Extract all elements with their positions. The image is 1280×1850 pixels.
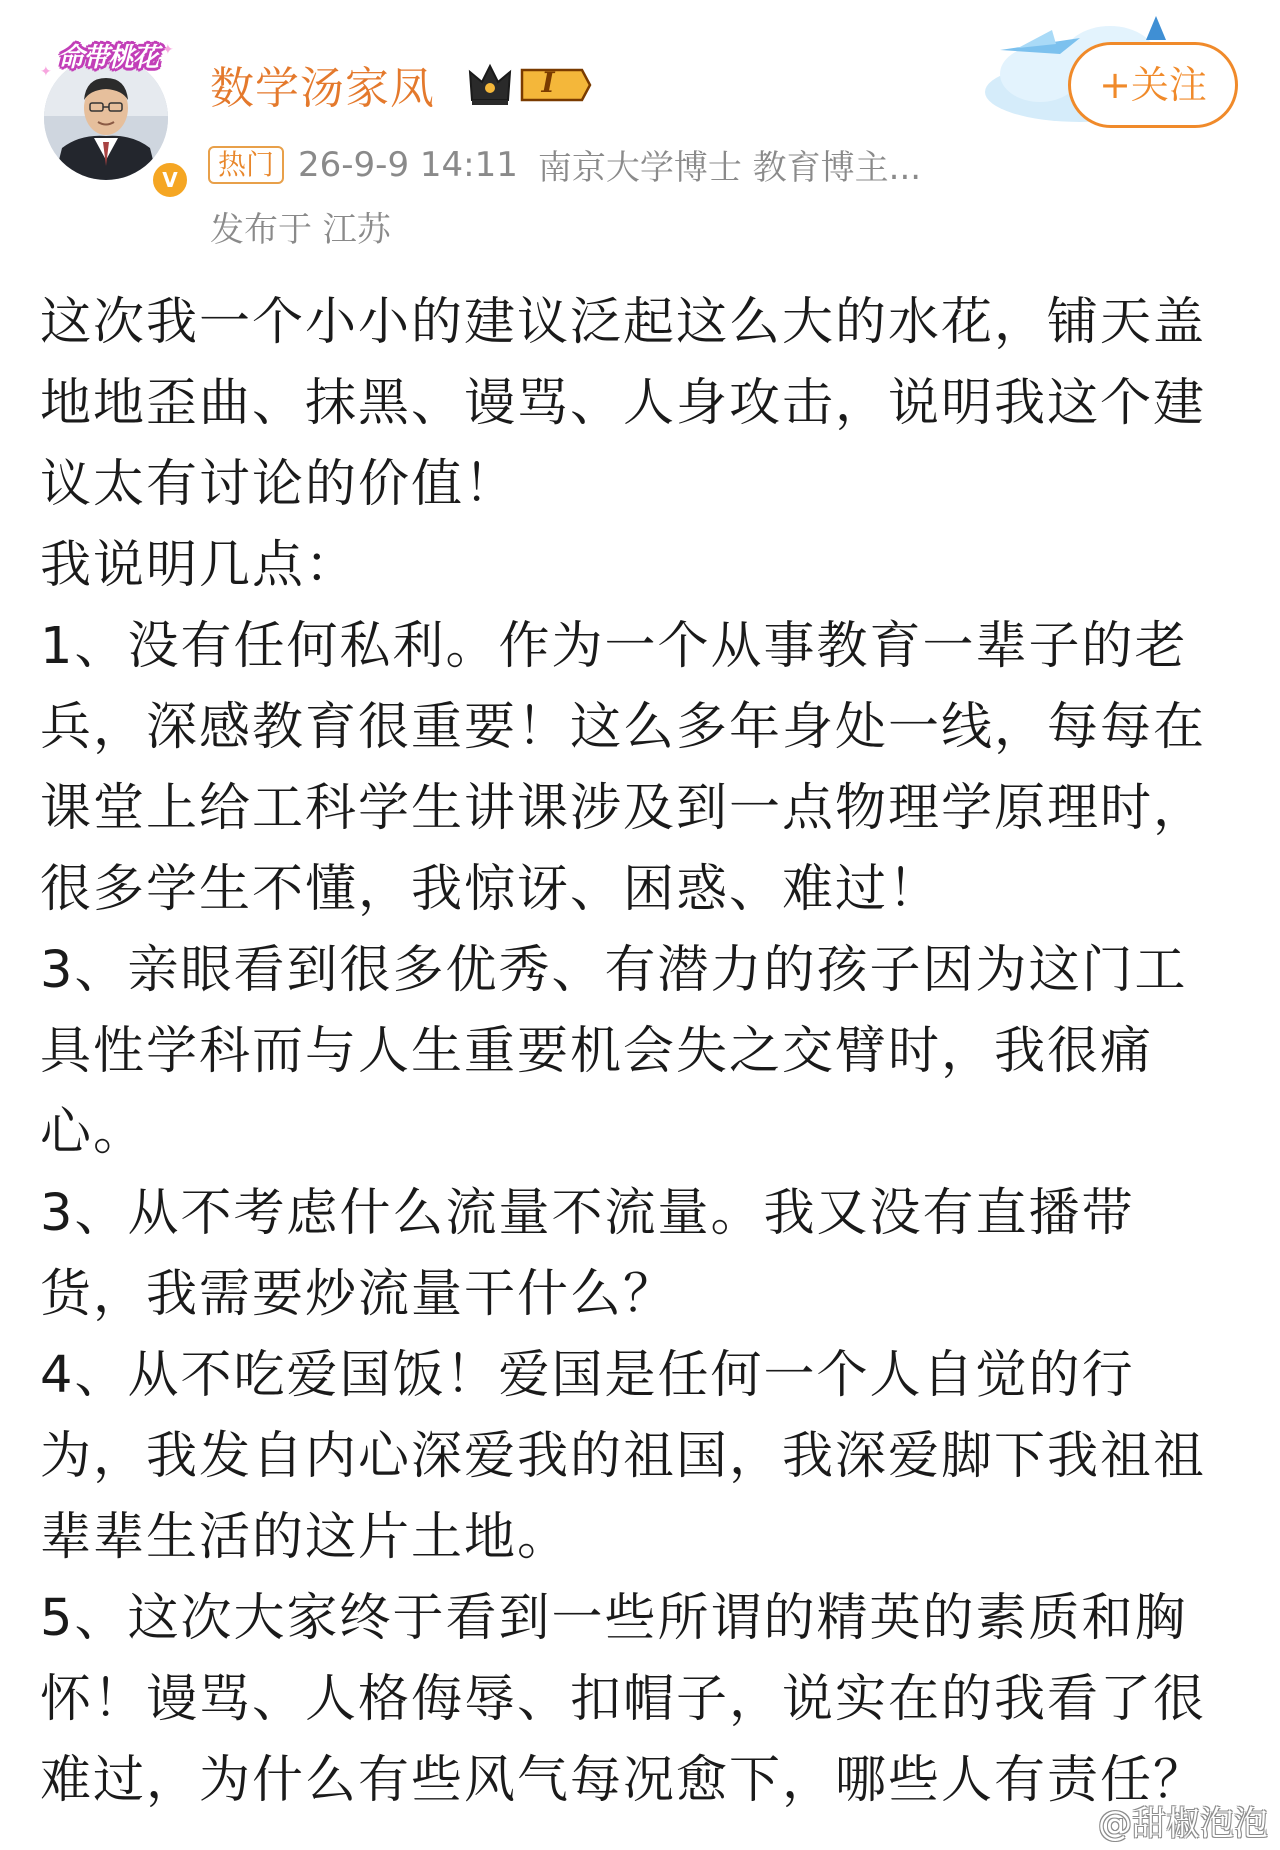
post-paragraph: 我说明几点： <box>40 536 359 595</box>
post-paragraph: 5、这次大家终于看到一些所谓的精英的素质和胸怀！谩骂、人格侮辱、扣帽子，说实在的我看了很难过，为什么有些风气每况愈下，哪些人有责任？ <box>40 1589 1207 1810</box>
follow-button[interactable]: +关注 <box>1068 42 1238 128</box>
post-paragraph: 1、没有任何私利。作为一个从事教育一辈子的老兵，深感教育很重要！这么多年身处一线，每每在课堂上给工科学生讲课涉及到一点物理学原理时，很多学生不懂，我惊讶、困惑、难过！ <box>40 617 1207 919</box>
post-timestamp: 26-9-9 14:11 <box>298 144 518 185</box>
post-meta <box>208 140 941 188</box>
post-paragraph: 3、亲眼看到很多优秀、有潜力的孩子因为这门工具性学科而与人生重要机会失之交臂时，我很痛心。 <box>40 941 1188 1162</box>
watermark: @甜椒泡泡 <box>1098 1804 1268 1844</box>
avatar-container[interactable] <box>38 36 178 192</box>
author-bio: 南京大学博士 教育博主... <box>537 148 922 188</box>
sparkle-icon: ✦ <box>162 42 174 58</box>
post-header <box>0 0 1280 260</box>
post-paragraph: 4、从不吃爱国饭！爱国是任何一个人自觉的行为，我发自内心深爱我的祖国，我深爱脚下我祖祖辈辈生活的这片土地。 <box>40 1346 1207 1567</box>
post-location: 发布于 江苏 <box>210 210 391 250</box>
hot-badge: 热门 <box>208 146 284 184</box>
sparkle-icon: ✦ <box>40 64 52 80</box>
post-paragraph: 这次我一个小小的建议泛起这么大的水花，铺天盖地地歪曲、抹黑、谩骂、人身攻击，说明我这个建议太有讨论的价值！ <box>40 293 1207 514</box>
post-paragraph: 3、从不考虑什么流量不流量。我又没有直播带货，我需要炒流量干什么？ <box>40 1184 1135 1324</box>
crown-level-badge[interactable] <box>468 62 592 108</box>
level-label: I <box>541 66 555 99</box>
avatar-pendant-label: 命带桃花 <box>57 43 158 73</box>
verified-v-icon: V <box>150 160 190 200</box>
username[interactable]: 数学汤家凤 <box>210 63 435 114</box>
post-content <box>40 282 1240 1821</box>
